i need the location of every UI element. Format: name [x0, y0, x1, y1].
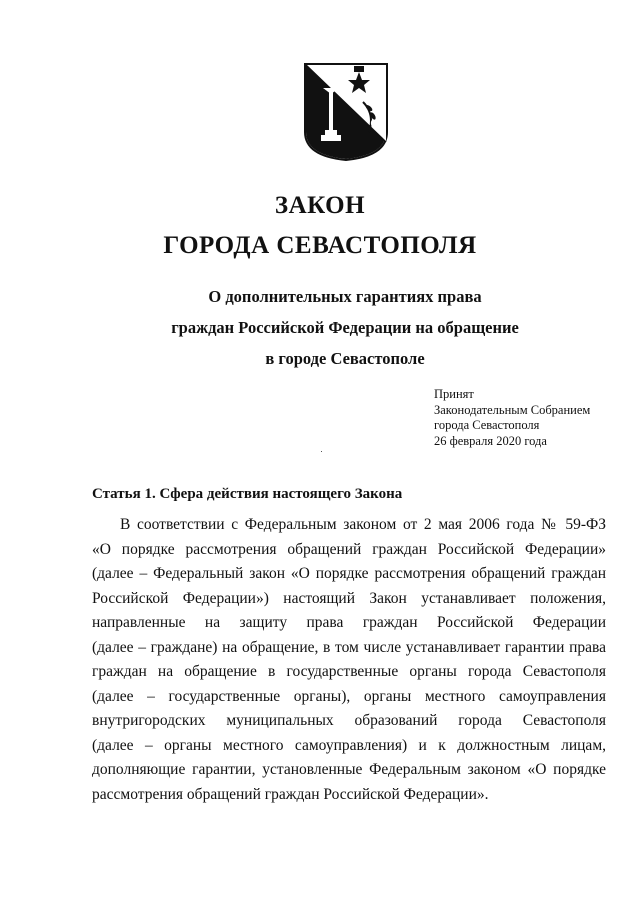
law-subtitle-line: О дополнительных гарантиях права — [208, 287, 482, 306]
article-line: (далее – Федеральный закон «О порядке рассмотрения обращений граждан — [92, 565, 606, 582]
law-title: ЗАКОН — [274, 192, 366, 219]
law-subtitle-line: в городе Севастополе — [265, 349, 425, 368]
article-heading: Статья 1. Сфера действия настоящего Закона — [92, 486, 403, 502]
adoption-date: 26 февраля 2020 года — [434, 433, 547, 448]
adoption-line: Законодательным Собранием — [434, 402, 591, 417]
law-city-title: ГОРОДА СЕВАСТОПОЛЯ — [163, 232, 477, 259]
sevastopol-coat-of-arms-icon — [303, 62, 389, 162]
adoption-line: города Севастополя — [434, 418, 540, 432]
article-line: Российской Федерации») настоящий Закон устанавливает положения, — [92, 589, 606, 607]
article-line: дополняющие гарантии, установленные Федеральным законом «О порядке — [92, 761, 606, 778]
article-line: граждан на обращение в государственные органы города Севастополя — [92, 663, 606, 680]
scan-speck — [321, 451, 322, 452]
article-body — [92, 513, 606, 807]
adoption-line: Принят — [434, 387, 474, 401]
article-line: (далее – органы местного самоуправления) и к должностным лицам, — [92, 736, 606, 754]
article-line: (далее – граждане) на обращение, в том числе устанавливает гарантии права — [92, 638, 606, 656]
article-line: (далее – государственные органы), органы местного самоуправления — [92, 687, 606, 705]
article-line: направленные на защиту права граждан Российской Федерации — [92, 614, 606, 631]
article-line: рассмотрения обращений граждан Российской Федерации». — [92, 785, 489, 803]
article-line: «О порядке рассмотрения обращений граждан Российской Федерации» — [92, 540, 606, 558]
adoption-block — [434, 387, 590, 449]
article-line: внутригородских муниципальных образований города Севастополя — [92, 712, 606, 729]
article-line: В соответствии с Федеральным законом от 2 мая 2006 года № 59-ФЗ — [120, 516, 606, 533]
law-subtitle-line: граждан Российской Федерации на обращение — [171, 318, 519, 337]
